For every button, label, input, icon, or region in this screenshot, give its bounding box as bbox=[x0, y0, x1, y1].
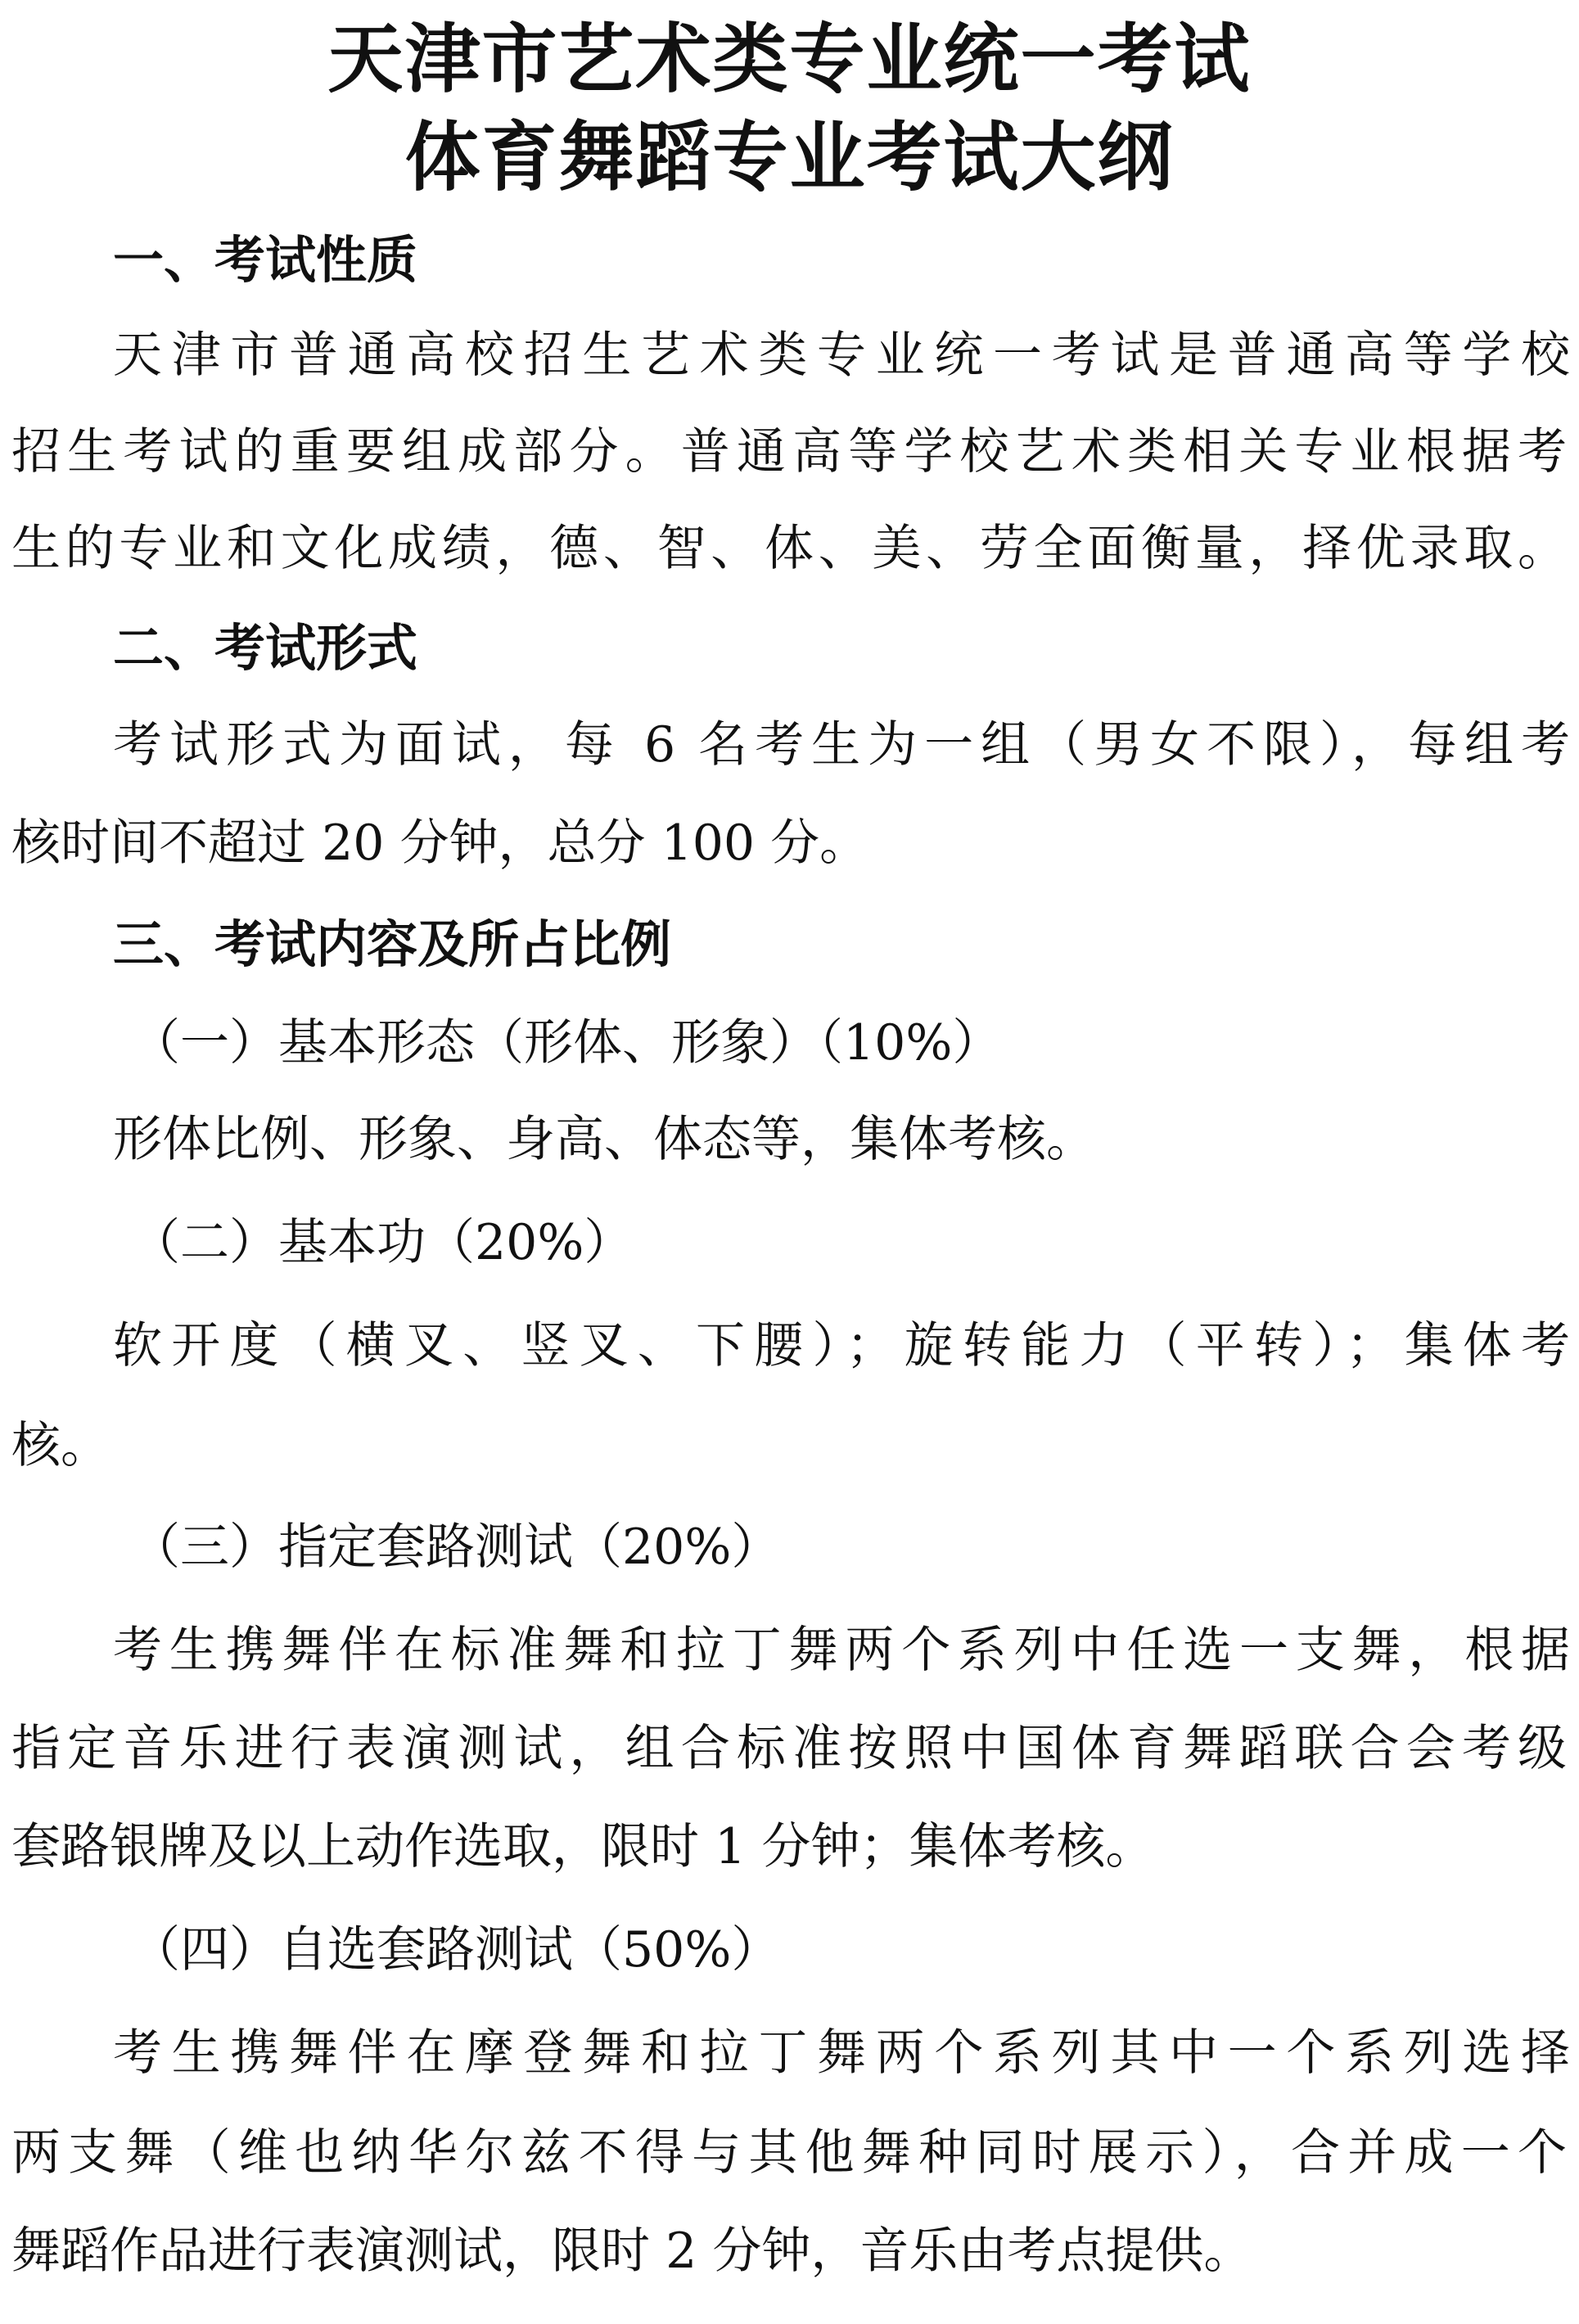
section-2-paragraph-line: 核时间不超过 20 分钟，总分 100 分。 bbox=[11, 815, 869, 872]
subsection-2-text: 核。 bbox=[11, 1417, 110, 1474]
subsection-4-text: 两支舞（维也纳华尔兹不得与其他舞种同时展示），合并成一个 bbox=[11, 2124, 1567, 2182]
subsection-3-text: 套路银牌及以上动作选取，限时 1 分钟；集体考核。 bbox=[11, 1818, 1155, 1875]
subsection-4-text: 考生携舞伴在摩登舞和拉丁舞两个系列其中一个系列选择 bbox=[113, 2024, 1570, 2082]
subsection-3-text: 指定音乐进行表演测试，组合标准按照中国体育舞蹈联合会考级 bbox=[11, 1720, 1567, 1777]
document-title-line-1: 天津市艺术类专业统一考试 bbox=[327, 16, 1252, 103]
section-1-paragraph-line: 生的专业和文化成绩，德、智、体、美、劳全面衡量，择优录取。 bbox=[11, 520, 1567, 577]
section-2-paragraph-line: 考试形式为面试，每 6 名考生为一组（男女不限），每组考 bbox=[113, 716, 1570, 774]
section-1-paragraph-line: 招生考试的重要组成部分。普通高等学校艺术类相关专业根据考 bbox=[11, 423, 1567, 481]
section-3-heading: 三、考试内容及所占比例 bbox=[113, 914, 672, 974]
subsection-2-text: 软开度（横叉、竖叉、下腰）；旋转能力（平转）；集体考 bbox=[113, 1317, 1570, 1374]
subsection-1-title: （一）基本形态（形体、形象）（10%） bbox=[131, 1014, 1002, 1072]
subsection-3-title: （三）指定套路测试（20%） bbox=[131, 1518, 781, 1576]
section-1-paragraph-line: 天津市普通高校招生艺术类专业统一考试是普通高等学校 bbox=[113, 327, 1570, 384]
subsection-2-title: （二）基本功（20%） bbox=[131, 1214, 634, 1271]
section-1-heading: 一、考试性质 bbox=[113, 230, 418, 290]
subsection-4-title: （四）自选套路测试（50%） bbox=[131, 1921, 781, 1979]
section-2-heading: 二、考试形式 bbox=[113, 618, 418, 678]
document-title-line-2: 体育舞蹈专业考试大纲 bbox=[404, 114, 1175, 201]
subsection-4-text: 舞蹈作品进行表演测试，限时 2 分钟，音乐由考点提供。 bbox=[11, 2222, 1253, 2280]
subsection-1-text: 形体比例、形象、身高、体态等，集体考核。 bbox=[113, 1111, 1095, 1168]
subsection-3-text: 考生携舞伴在标准舞和拉丁舞两个系列中任选一支舞，根据 bbox=[113, 1622, 1570, 1679]
